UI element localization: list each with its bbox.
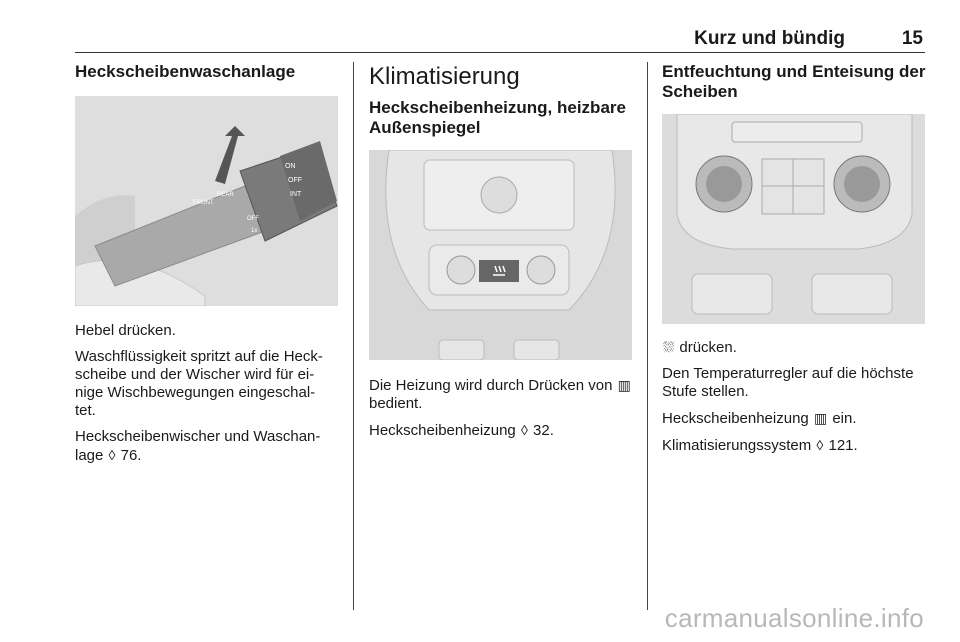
- section-heading: Heckscheibenheizung, heizbare Außenspiegel: [369, 98, 626, 137]
- instruction-text: Heckscheibenheizung ▥ ein.: [662, 410, 857, 427]
- column-divider: [353, 62, 354, 610]
- reference-arrow-icon: ◊: [520, 422, 528, 438]
- column-divider: [647, 62, 648, 610]
- rear-window-defrost-icon: ▥: [813, 410, 828, 426]
- instruction-text: Hebel drücken.: [75, 322, 176, 339]
- figure-label-on: ON: [285, 163, 296, 170]
- section-heading: Entfeuchtung und Enteisung der Scheiben: [662, 62, 926, 101]
- reference-arrow-icon: ◊: [816, 437, 824, 453]
- page-reference-link[interactable]: 121.: [828, 437, 858, 454]
- column-defog: [662, 62, 927, 455]
- section-heading: Heckscheibenwaschanlage: [75, 62, 296, 81]
- section-title: Kurz und bündig: [694, 28, 845, 49]
- rear-window-defrost-icon: ▥: [617, 377, 631, 393]
- windscreen-defrost-icon: ⛆: [663, 339, 675, 355]
- figure-label-off: OFF: [288, 177, 302, 184]
- instruction-text: ⛆ drücken.: [663, 339, 737, 356]
- figure-label-int: INT: [290, 191, 302, 198]
- reference-text: Heckscheibenwischer und Waschan- lage ◊ 76.: [75, 428, 321, 464]
- chapter-title: Klimatisierung: [369, 63, 520, 90]
- watermark-text: carmanualsonline.info: [664, 603, 924, 633]
- page-header: [75, 22, 925, 53]
- page-reference-link[interactable]: 76.: [120, 447, 142, 464]
- figure-label-front: FRONT: [193, 200, 214, 206]
- center-console-illustration: [369, 150, 632, 360]
- instruction-text: Die Heizung wird durch Drücken von ▥ bedient.: [369, 377, 631, 412]
- column-climate: [369, 62, 634, 440]
- wiper-lever-illustration: [75, 96, 338, 306]
- reference-arrow-icon: ◊: [108, 447, 116, 463]
- column-rear-washer: [75, 62, 340, 465]
- page-reference-link[interactable]: 32.: [533, 422, 554, 439]
- reference-text: Klimatisierungssystem ◊ 121.: [662, 437, 858, 454]
- figure-label-rear: REAR: [217, 192, 234, 198]
- figure-label-off-2: OFF: [247, 216, 259, 222]
- reference-text: Heckscheibenheizung ◊ 32.: [369, 422, 554, 439]
- figure-label-1x: 1x: [251, 228, 258, 234]
- page-number: 15: [901, 28, 923, 49]
- instruction-text: Den Temperaturregler auf die höchste Stufe stellen.: [662, 365, 914, 400]
- instruction-text: Waschflüssigkeit spritzt auf die Heck- scheibe und der Wischer wird für ei- nige Wischbewegungen eingeschal- tet.: [75, 348, 323, 419]
- climate-panel-illustration: [662, 114, 925, 324]
